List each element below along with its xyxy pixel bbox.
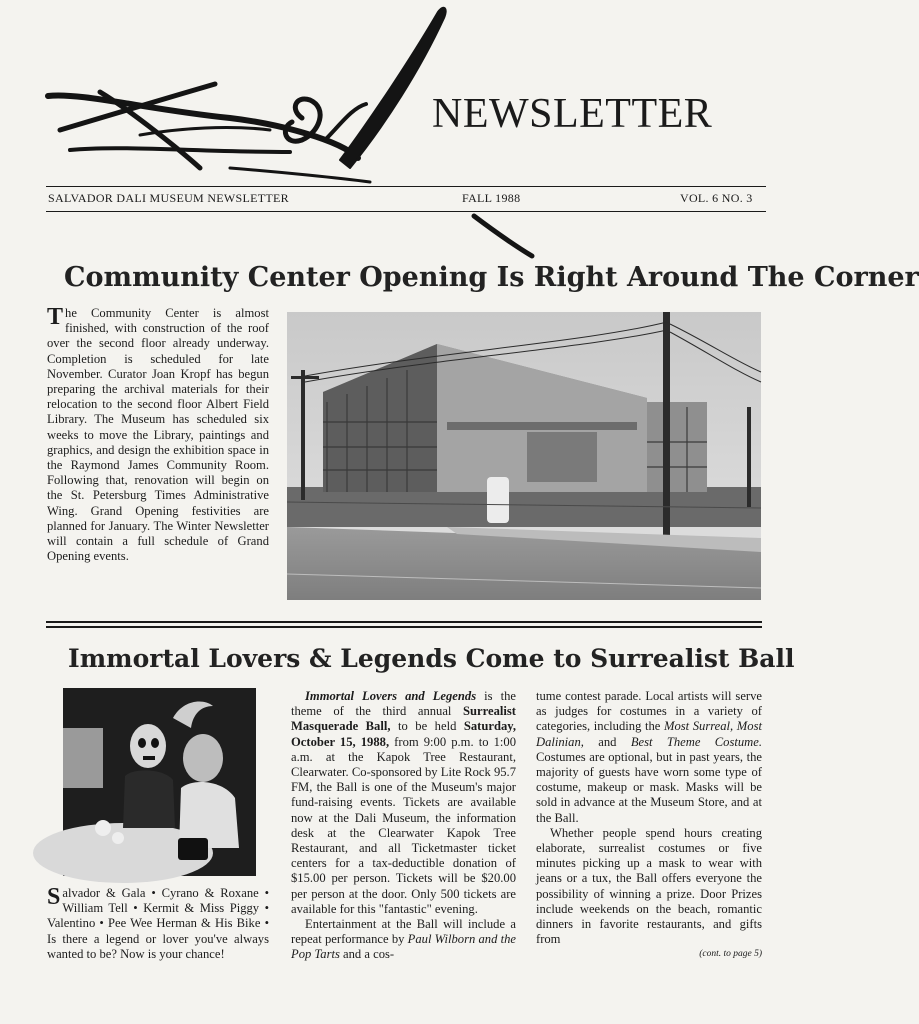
community-center-construction-photo xyxy=(287,312,761,600)
category-names: Most Surreal, Most Dalinian, xyxy=(536,719,762,749)
section-divider-top xyxy=(46,621,762,623)
issue-season: FALL 1988 xyxy=(462,191,521,205)
ball-theme: Immortal Lovers and Legends xyxy=(305,689,477,703)
ball-event-name: Surrealist Masquerade Ball, xyxy=(291,704,516,734)
ball-article-column-2 xyxy=(291,689,516,963)
community-center-article xyxy=(47,306,269,564)
entertainment-text-end: and a cos- xyxy=(339,947,395,962)
contest-text-b: and xyxy=(583,734,631,749)
section-divider-bottom xyxy=(46,626,762,628)
ball-text-a: is the theme of the third annual xyxy=(291,689,516,719)
ball-date: Saturday, October 15, 1988, xyxy=(291,719,517,749)
dali-signature-logo xyxy=(40,0,460,185)
masthead-rule xyxy=(46,186,766,187)
meta-rule xyxy=(46,211,766,212)
caption-dropcap: S xyxy=(47,884,61,910)
ball-text-b: to be held xyxy=(390,719,464,734)
performer-name: Paul Wilborn and the Pop Tarts xyxy=(291,932,516,962)
dropcap: T xyxy=(47,304,64,330)
publication-name: SALVADOR DALI MUSEUM NEWSLETTER xyxy=(48,191,289,205)
contest-text-a: tume contest parade. Local artists will serve as judges for costumes in a variety of categories, including the xyxy=(536,689,762,734)
caption-text: alvador & Gala • Cyrano & Roxane • William Tell • Kermit & Miss Piggy • Valentino • Pee Wee Herman & His Bike • Is there a legend or lover you've always wanted to be? Now is your chance! xyxy=(47,886,269,961)
entertainment-text: Entertainment at the Ball will include a repeat performance by xyxy=(291,917,516,947)
community-center-headline: Community Center Opening Is Right Around The Corner xyxy=(64,262,919,293)
ball-article-column-3 xyxy=(536,689,762,963)
costumed-couple-photo xyxy=(63,688,256,876)
ball-photo-caption xyxy=(47,886,269,962)
article-body: he Community Center is almost finished, with construction of the roof over the second floor already underway. Completion is scheduled for late November. Curator Joan Kropf has begun preparing the archival materials for their relocation to the second floor Albert Field Library. The Museum has scheduled six weeks to move the Library, paintings and graphics, and design the exhibition space in the Raymond James Community Room. Following that, renovation will begin on the St. Petersburg Times Administrative Wing. Grand Opening festivities are planned for January. The Winter Newsletter will contain a full schedule of Grand Opening events. xyxy=(47,306,269,564)
category-best-theme: Best Theme Costume. xyxy=(630,734,763,749)
newsletter-title: NEWSLETTER xyxy=(432,91,713,137)
ball-text-c: from 9:00 p.m. to 1:00 a.m. at the Kapok Tree Restaurant, Clearwater. Co-sponsored by Lite Rock 95.7 FM, the Ball is one of the Museum's major fund-raising events. Tickets are available now at the Dali Museum, the information desk at the Clearwater Kapok Tree Restaurant, and all Ticketmaster ticket centers for a tax-deductible donation of $15.00 per person. Tickets will be $20.00 per person at the door. Only 500 tickets are available for this "fantastic" evening. xyxy=(291,734,516,916)
prizes-text: Whether people spend hours creating elaborate, surrealist costumes or five minutes picking up a mask to wear with jeans or a tux, the Ball offers everyone the possibility of winning a prize. Door Prizes include weekends on the beach, romantic dinners in favorite restaurants, and gifts from xyxy=(536,825,762,947)
volume-number: VOL. 6 NO. 3 xyxy=(680,191,753,205)
signature-tail-stroke xyxy=(470,212,540,262)
surrealist-ball-headline: Immortal Lovers & Legends Come to Surrealist Ball xyxy=(68,644,795,673)
contest-text-c: Costumes are optional, but in past years, the majority of guests have worn some type of costume, makeup or mask. Masks will be sold in advance at the Museum Store, and at the Ball. xyxy=(536,749,762,825)
continued-note: (cont. to page 5) xyxy=(699,949,762,960)
